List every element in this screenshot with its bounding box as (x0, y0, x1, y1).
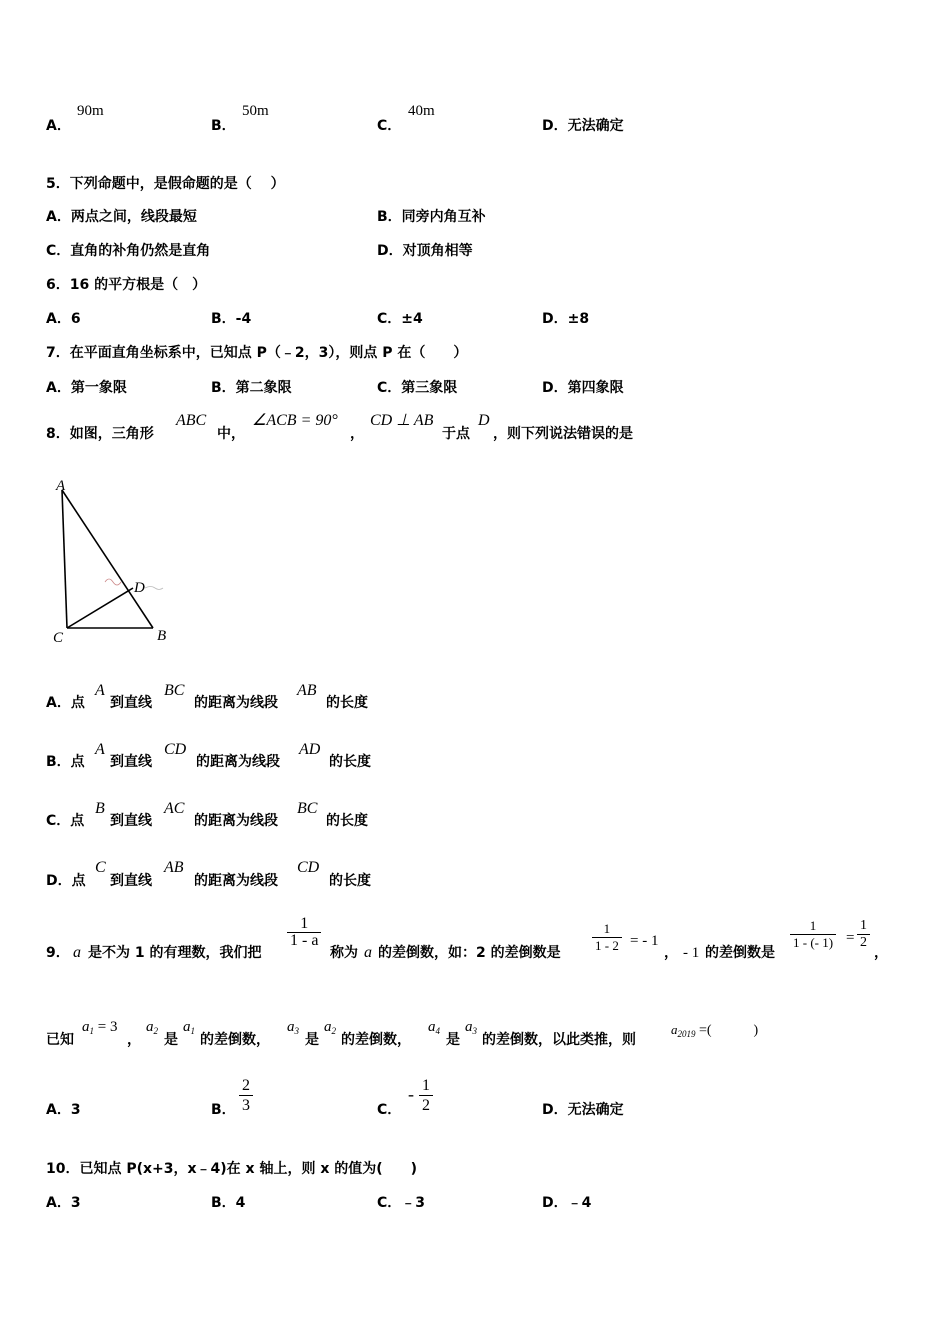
fraction-denominator: 2 (422, 1097, 430, 1114)
option-post: 的距离为线段 (194, 873, 278, 889)
q9-equals: = (846, 930, 855, 946)
q4-option-a: A． (46, 118, 71, 134)
option-mid: 到直线 (110, 695, 152, 711)
fraction-denominator: 1 - (- 1) (793, 935, 834, 950)
q5-stem: 5．下列命题中，是假命题的是（ ） (46, 176, 285, 192)
q9-variable-a: a (73, 944, 81, 961)
q6-option-b: B．-4 (211, 311, 252, 327)
fraction-denominator: 2 (860, 935, 867, 950)
fraction-numerator: 1 (422, 1077, 430, 1094)
q5-option-a: A．两点之间，线段最短 (46, 209, 197, 225)
fraction-denominator: 1 - a (290, 932, 319, 949)
segment-ac (62, 490, 67, 628)
q5-option-d: D．对顶角相等 (377, 243, 473, 259)
fraction-denominator: 1 - 2 (595, 938, 619, 953)
option-line: BC (164, 682, 185, 699)
q4-option-b: B． (211, 118, 236, 134)
option-point: A (95, 741, 105, 758)
q8-stem-5: ，则下列说法错误的是 (493, 426, 633, 442)
q9-text-1: 是不为 1 的有理数，我们把 (88, 945, 262, 961)
q6-stem: 6．16 的平方根是（ ） (46, 277, 207, 293)
q5-option-c: C．直角的补角仍然是直角 (46, 243, 211, 259)
fraction-numerator: 1 (809, 918, 817, 933)
option-end: 的长度 (326, 813, 368, 829)
q9-known: 已知 (46, 1032, 74, 1048)
q9-is-1: 是 (164, 1032, 178, 1048)
q8-stem-2: 中， (217, 426, 245, 442)
q9-a3: $a_3$ (287, 1019, 299, 1036)
q9-a4: $a_4$ (428, 1019, 440, 1036)
q9-equals-neg1: = - 1 (630, 933, 659, 949)
q9-text-4: ， (664, 945, 678, 961)
q7-option-c: C．第三象限 (377, 380, 458, 396)
q9-reciprocal-2: 的差倒数， (341, 1032, 411, 1048)
q5-option-b: B．同旁内角互补 (377, 209, 486, 225)
q6-option-d: D．±8 (542, 311, 590, 327)
q9-fraction-half (857, 918, 870, 951)
option-line: CD (164, 741, 187, 758)
fraction-numerator: 1 (860, 918, 867, 933)
q8-triangle-figure (45, 470, 185, 650)
option-post: 的距离为线段 (194, 813, 278, 829)
segment-ab (62, 490, 153, 628)
q7-option-a: A．第一象限 (46, 380, 127, 396)
option-point: C (95, 859, 106, 876)
q9-a3-ref: $a_3$ (465, 1019, 477, 1036)
label-c: C (53, 630, 64, 646)
q7-option-b: B．第二象限 (211, 380, 292, 396)
q8-stem-4: 于点 (442, 426, 470, 442)
q8-triangle-abc: ABC (176, 412, 207, 429)
fraction-numerator: 1 (603, 921, 611, 936)
label-d: D (134, 580, 145, 596)
q9-text-2: 称为 (330, 945, 358, 961)
label-a: A (56, 478, 66, 494)
option-post: 的距离为线段 (194, 695, 278, 711)
q4-option-a-value: 90m (77, 103, 104, 119)
option-prefix: B．点 (46, 754, 85, 770)
q9-option-c-minus: - (408, 1084, 414, 1104)
option-prefix: D．点 (46, 873, 86, 889)
q7-stem: 7．在平面直角坐标系中，已知点 P（﹣2，3），则点 P 在（ ） (46, 345, 468, 361)
q10-stem: 10．已知点 P(x+3，x﹣4)在 x 轴上，则 x 的值为( ) (46, 1161, 418, 1177)
q9-neg-one: - 1 (683, 945, 700, 961)
q9-variable-a-2: a (364, 944, 372, 961)
q8-angle-acb: ∠ACB = 90° (252, 412, 338, 429)
option-seg: AB (297, 682, 317, 699)
q9-fraction-definition (287, 916, 321, 949)
q9-option-c: C． (377, 1102, 402, 1118)
q7-option-d: D．第四象限 (542, 380, 624, 396)
q9-a2: $a_2$ (146, 1019, 158, 1036)
option-line: AC (164, 800, 185, 817)
q10-option-a: A．3 (46, 1195, 81, 1211)
q9-option-a: A．3 (46, 1102, 81, 1118)
q9-option-b-fraction (239, 1076, 253, 1115)
fraction-numerator: 2 (242, 1077, 250, 1094)
q6-option-c: C．±4 (377, 311, 423, 327)
q9-is-2: 是 (305, 1032, 319, 1048)
faint-mark-2 (145, 587, 163, 590)
q9-option-d: D．无法确定 (542, 1102, 624, 1118)
q10-option-d: D．﹣4 (542, 1195, 592, 1211)
q6-option-a: A．6 (46, 311, 81, 327)
option-mid: 到直线 (110, 813, 152, 829)
q4-option-d: D．无法确定 (542, 118, 624, 134)
option-line: AB (164, 859, 184, 876)
q9-a2019: $a_{2019}$ =( ) (671, 1022, 759, 1039)
q8-stem-3: ， (350, 426, 364, 442)
option-prefix: C．点 (46, 813, 85, 829)
q4-option-b-value: 50m (242, 103, 269, 119)
option-prefix: A．点 (46, 695, 85, 711)
option-point: B (95, 800, 105, 817)
q9-option-c-fraction (419, 1076, 433, 1115)
option-post: 的距离为线段 (196, 754, 280, 770)
fraction-numerator: 1 (300, 915, 309, 932)
q9-fraction-example-2 (790, 918, 836, 951)
q8-cd-perp-ab: CD ⊥ AB (370, 412, 434, 429)
q8-stem-1: 8．如图，三角形 (46, 426, 154, 442)
q10-option-c: C．﹣3 (377, 1195, 426, 1211)
fraction-denominator: 3 (242, 1097, 250, 1114)
option-end: 的长度 (329, 873, 371, 889)
option-seg: BC (297, 800, 318, 817)
q9-reciprocal-1: 的差倒数， (200, 1032, 270, 1048)
option-end: 的长度 (329, 754, 371, 770)
option-point: A (95, 682, 105, 699)
q9-a1: $a_1 = 3$ (82, 1019, 118, 1036)
option-seg: CD (297, 859, 320, 876)
q9-text-5: 的差倒数是 (705, 945, 775, 961)
q9-fraction-example-1 (592, 921, 622, 954)
q4-option-c: C． (377, 118, 402, 134)
q4-option-c-value: 40m (408, 103, 435, 119)
q9-text-6: ， (874, 945, 888, 961)
option-mid: 到直线 (110, 873, 152, 889)
label-b: B (157, 628, 167, 644)
option-seg: AD (299, 741, 321, 758)
option-end: 的长度 (326, 695, 368, 711)
option-mid: 到直线 (110, 754, 152, 770)
q9-a1-ref: $a_1$ (183, 1019, 195, 1036)
faint-mark (105, 579, 121, 585)
q9-number: 9． (46, 945, 70, 961)
q9-a2-ref: $a_2$ (324, 1019, 336, 1036)
q9-text-3: 的差倒数，如：2 的差倒数是 (378, 945, 561, 961)
q8-point-d: D (478, 412, 490, 429)
q9-option-b: B． (211, 1102, 236, 1118)
q9-reciprocal-3: 的差倒数，以此类推，则 (482, 1032, 636, 1048)
q9-is-3: 是 (446, 1032, 460, 1048)
q9-comma-1: ， (127, 1032, 141, 1048)
q10-option-b: B．4 (211, 1195, 246, 1211)
segment-cd (67, 588, 133, 628)
